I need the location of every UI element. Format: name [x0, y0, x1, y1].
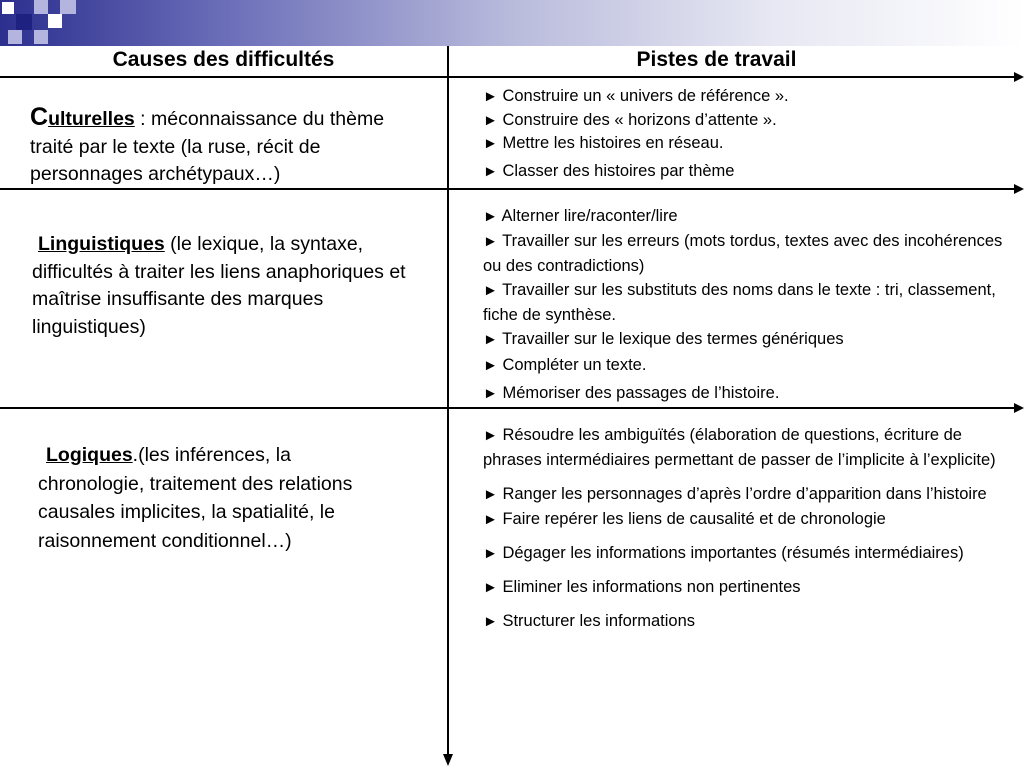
- bullet-icon: ►: [483, 357, 498, 374]
- cause-term: Linguistiques: [38, 233, 165, 255]
- square-light-4: [8, 30, 22, 44]
- list-item: ► Résoudre les ambiguïtés (élaboration de questions, écriture de phrases intermédiaires permettant de passer de l’implicite à l’explicite): [483, 426, 996, 469]
- cause-term: Logiques: [46, 444, 133, 466]
- list-item: ► Eliminer les informations non pertinentes: [483, 578, 801, 596]
- square-light-3: [34, 30, 48, 44]
- bullet-icon: ►: [483, 88, 498, 105]
- bullet-icon: ►: [483, 331, 498, 348]
- bullet-icon: ►: [483, 486, 498, 503]
- square-light-2: [60, 0, 76, 14]
- header-causes: Causes des difficultés: [112, 48, 335, 71]
- list-item: ► Alterner lire/raconter/lire: [483, 207, 678, 225]
- bullet-icon: ►: [483, 545, 498, 562]
- list-item: ► Travailler sur le lexique des termes génériques: [483, 330, 844, 348]
- list-item: ► Mettre les histoires en réseau.: [483, 134, 724, 152]
- cause-description: .(les inférences, la chronologie, traitement des relations causales implicites, la spatialité, le raisonnement conditionnel…): [38, 444, 353, 552]
- row-divider-3: [0, 407, 1014, 409]
- list-item: ► Construire des « horizons d’attente ».: [483, 111, 777, 129]
- arrow-right-icon: [1014, 184, 1024, 194]
- list-item: ► Classer des histoires par thème: [483, 162, 735, 180]
- bullet-icon: ►: [483, 427, 498, 444]
- bullet-icon: ►: [483, 163, 498, 180]
- column-divider: [447, 46, 449, 758]
- arrow-right-icon: [1014, 72, 1024, 82]
- actions-list-linguistiques: [483, 204, 1003, 406]
- list-item: ► Faire repérer les liens de causalité et de chronologie: [483, 510, 886, 528]
- cause-culturelles: [30, 104, 410, 189]
- cause-initial: C: [30, 103, 49, 131]
- bullet-icon: ►: [483, 511, 498, 528]
- header-pistes: Pistes de travail: [636, 48, 797, 71]
- row-divider-1: [0, 76, 1014, 78]
- bullet-icon: ►: [483, 579, 498, 596]
- list-item: ► Mémoriser des passages de l’histoire.: [483, 384, 780, 402]
- bullet-icon: ►: [483, 135, 498, 152]
- list-item: ► Compléter un texte.: [483, 356, 647, 374]
- arrow-down-icon: [443, 754, 453, 766]
- cause-description: : méconnaissance du thème traité par le texte (la ruse, récit de personnages archétypaux…): [30, 108, 385, 185]
- square-white: [2, 2, 14, 14]
- list-item: ► Dégager les informations importantes (résumés intermédiaires): [483, 544, 964, 562]
- square-dark: [16, 14, 32, 30]
- list-item: ► Travailler sur les erreurs (mots tordus, textes avec des incohérences ou des contradictions): [483, 232, 1003, 275]
- list-item: ► Structurer les informations: [483, 612, 696, 630]
- cause-logiques: [38, 441, 388, 555]
- cause-term: ulturelles: [48, 108, 135, 130]
- bullet-icon: ►: [483, 613, 498, 630]
- bullet-icon: ►: [483, 282, 498, 299]
- bullet-icon: ►: [483, 233, 498, 250]
- actions-list-culturelles: [483, 84, 1003, 184]
- list-item: ► Ranger les personnages d’après l’ordre d’apparition dans l’histoire: [483, 485, 987, 503]
- square-white-2: [48, 14, 62, 28]
- square-light: [34, 0, 48, 14]
- arrow-right-icon: [1014, 403, 1024, 413]
- bullet-icon: ►: [483, 112, 498, 129]
- bullet-icon: ►: [483, 385, 498, 402]
- header-banner: [0, 0, 1024, 46]
- list-item: ► Travailler sur les substituts des noms dans le texte : tri, classement, fiche de synthèse.: [483, 281, 996, 324]
- cause-description: (le lexique, la syntaxe, difficultés à traiter les liens anaphoriques et maîtrise insuffisante des marques linguistiques): [32, 233, 406, 338]
- actions-list-logiques: [483, 423, 1018, 634]
- bullet-icon: ►: [483, 208, 498, 225]
- cause-linguistiques: [32, 231, 412, 341]
- list-item: ► Construire un « univers de référence ».: [483, 87, 789, 105]
